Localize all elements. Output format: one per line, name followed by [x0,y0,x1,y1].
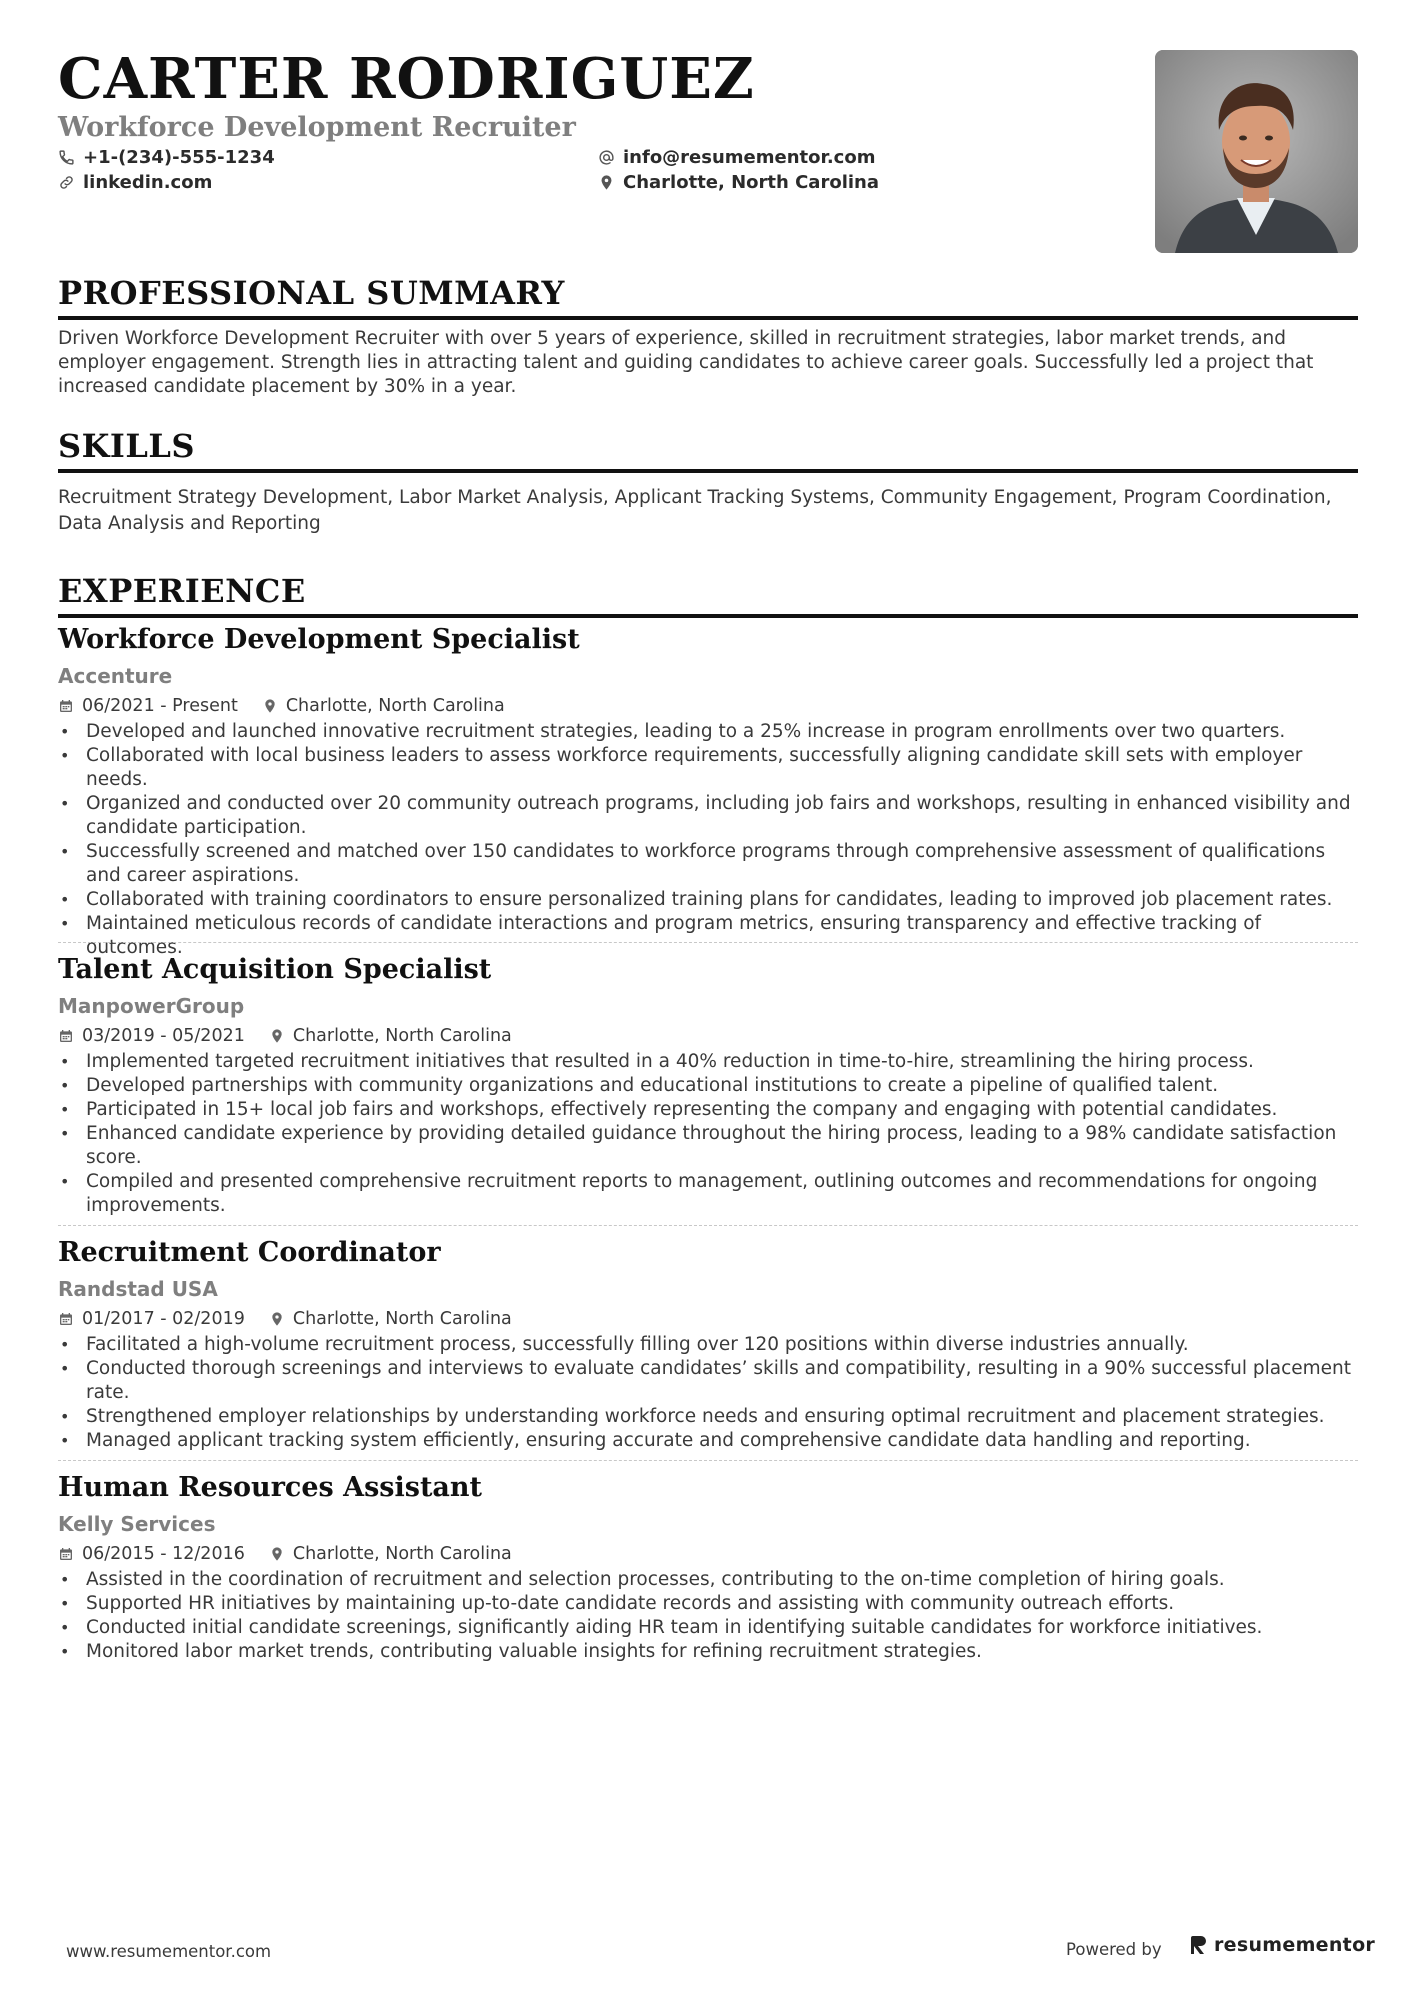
brand-name: resumementor [1214,1934,1376,1956]
bullet-item: • Implemented targeted recruitment initiatives that resulted in a 40% reduction in time-to-hire, streamlining the hiring process. [58,1050,1358,1074]
job-dates-text: 01/2017 - 02/2019 [82,1309,245,1329]
link-icon [58,174,75,191]
bullet-item: • Organized and conducted over 20 community outreach programs, including job fairs and workshops, resulting in enhanced visibility and candidate participation. [58,792,1358,840]
job-location [269,1026,512,1046]
job-title: Recruitment Coordinator [58,1237,441,1268]
bullet-item: • Facilitated a high-volume recruitment process, successfully filling over 120 positions within diverse industries annually. [58,1333,1358,1357]
brand-logo[interactable] [1190,1934,1375,1956]
job-title: Human Resources Assistant [58,1472,483,1503]
skills-heading: SKILLS [58,425,1358,473]
summary-heading: PROFESSIONAL SUMMARY [58,272,1358,320]
job-location-text: Charlotte, North Carolina [292,1309,512,1329]
job-dates [58,1544,245,1564]
candidate-title: Workforce Development Recruiter [58,112,576,143]
contact-linkedin[interactable] [58,172,212,193]
calendar-icon [58,698,74,714]
bullet-item: • Conducted thorough screenings and interviews to evaluate candidates’ skills and compatibility, resulting in a 90% successful placement rate. [58,1357,1358,1405]
calendar-icon [58,1546,74,1562]
job-entry [58,1235,1358,1453]
job-bullets [58,1050,1358,1218]
contact-phone [58,147,275,168]
job-location-text: Charlotte, North Carolina [292,1544,512,1564]
job-meta [58,692,1358,720]
summary-text: Driven Workforce Development Recruiter with over 5 years of experience, skilled in recruitment strategies, labor market trends, and employer engagement. Strength lies in attracting talent and guiding candidates to achieve career goals. Successfully led a project that increased candidate placement by 30% in a year. [58,328,1314,397]
job-location [269,1544,512,1564]
bullet-item: • Successfully screened and matched over 150 candidates to workforce programs through comprehensive assessment of qualifications and career aspirations. [58,840,1358,888]
bullet-item: • Enhanced candidate experience by providing detailed guidance throughout the hiring process, leading to a 98% candidate satisfaction score. [58,1122,1358,1170]
bullet-item: • Developed partnerships with community organizations and educational institutions to create a pipeline of qualified talent. [58,1074,1358,1098]
skills-text: Recruitment Strategy Development, Labor Market Analysis, Applicant Tracking Systems, Community Engagement, Program Coordination, Data Analysis and Reporting [58,487,1332,534]
footer-url[interactable]: www.resumementor.com [66,1942,272,1961]
job-meta [58,1022,1358,1050]
job-divider [58,1460,1358,1461]
job-location-text: Charlotte, North Carolina [292,1026,512,1046]
bullet-item: • Participated in 15+ local job fairs and workshops, effectively representing the company and engaging with potential candidates. [58,1098,1358,1122]
linkedin-text[interactable]: linkedin.com [83,172,213,193]
company-name: ManpowerGroup [58,994,245,1018]
job-dates-text: 06/2015 - 12/2016 [82,1544,245,1564]
job-dates-text: 06/2021 - Present [82,696,238,716]
job-bullets [58,1568,1358,1664]
job-dates [58,696,238,716]
job-dates [58,1309,245,1329]
bullet-item: • Collaborated with training coordinators to ensure personalized training plans for candidates, leading to improved job placement rates. [58,888,1358,912]
job-entry [58,1470,1358,1664]
phone-text: +1-(234)-555-1234 [83,147,275,168]
map-pin-icon [269,1546,285,1562]
email-text[interactable]: info@resumementor.com [623,147,876,168]
bullet-item: • Maintained meticulous records of candidate interactions and program metrics, ensuring transparency and effective tracking of outcomes. [58,912,1358,960]
job-location [269,1309,512,1329]
bullet-item: • Supported HR initiatives by maintaining up-to-date candidate records and assisting with community outreach efforts. [58,1592,1358,1616]
bullet-item: • Collaborated with local business leaders to assess workforce requirements, successfully aligning candidate skill sets with employer needs. [58,744,1358,792]
map-pin-icon [269,1311,285,1327]
contact-email[interactable] [598,147,875,168]
job-location-text: Charlotte, North Carolina [285,696,505,716]
company-name: Randstad USA [58,1277,218,1301]
job-location [262,696,505,716]
calendar-icon [58,1311,74,1327]
job-meta [58,1540,1358,1568]
job-dates-text: 03/2019 - 05/2021 [82,1026,245,1046]
company-name: Accenture [58,664,173,688]
at-icon [598,149,615,166]
bullet-item: • Managed applicant tracking system efficiently, ensuring accurate and comprehensive candidate data handling and reporting. [58,1429,1358,1453]
company-name: Kelly Services [58,1512,216,1536]
calendar-icon [58,1028,74,1044]
job-dates [58,1026,245,1046]
job-divider [58,942,1358,943]
map-pin-icon [269,1028,285,1044]
bullet-item: • Compiled and presented comprehensive recruitment reports to management, outlining outcomes and recommendations for ongoing improvements. [58,1170,1358,1218]
job-entry [58,622,1358,960]
powered-by-label: Powered by [1066,1940,1162,1959]
job-divider [58,1225,1358,1226]
map-pin-icon [598,174,615,191]
bullet-item: • Assisted in the coordination of recruitment and selection processes, contributing to the on-time completion of hiring goals. [58,1568,1358,1592]
phone-icon [58,149,75,166]
job-meta [58,1305,1358,1333]
job-title: Workforce Development Specialist [58,624,580,655]
bullet-item: • Strengthened employer relationships by understanding workforce needs and ensuring optimal recruitment and placement strategies. [58,1405,1358,1429]
bullet-item: • Developed and launched innovative recruitment strategies, leading to a 25% increase in program enrollments over two quarters. [58,720,1358,744]
experience-heading: EXPERIENCE [58,570,1358,618]
contact-location [598,172,879,193]
job-bullets [58,1333,1358,1453]
candidate-name: CARTER RODRIGUEZ [58,46,755,112]
location-text: Charlotte, North Carolina [623,172,879,193]
resumementor-logo-icon [1190,1934,1208,1956]
job-bullets [58,720,1358,960]
bullet-item: • Conducted initial candidate screenings, significantly aiding HR team in identifying suitable candidates for workforce initiatives. [58,1616,1358,1640]
profile-photo [1155,50,1358,253]
map-pin-icon [262,698,278,714]
job-entry [58,952,1358,1218]
bullet-item: • Monitored labor market trends, contributing valuable insights for refining recruitment strategies. [58,1640,1358,1664]
job-title: Talent Acquisition Specialist [58,954,492,985]
